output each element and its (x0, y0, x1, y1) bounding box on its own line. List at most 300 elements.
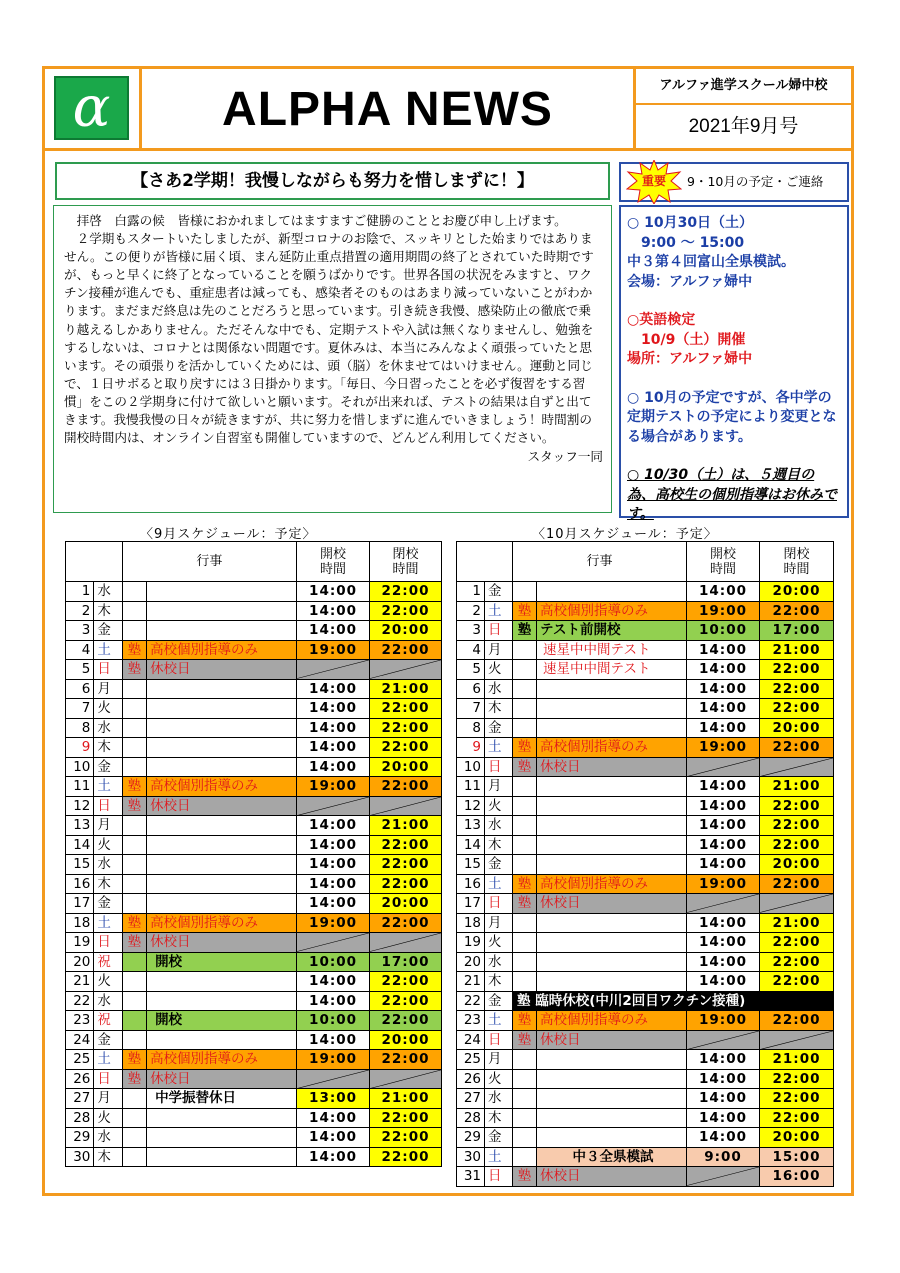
cell-juku-mark: 塾 (513, 757, 537, 777)
table-row (66, 1089, 442, 1109)
table-row (66, 952, 442, 972)
cell-open-time: 19:00 (297, 777, 370, 797)
cell-event (537, 933, 687, 953)
cell-weekday: 日 (485, 621, 513, 641)
cell-date: 13 (457, 816, 485, 836)
cell-close-time: 21:00 (760, 1050, 834, 1070)
table-row (66, 1050, 442, 1070)
cell-open-time: 19:00 (687, 601, 760, 621)
cell-weekday: 月 (485, 1050, 513, 1070)
table-row (457, 679, 834, 699)
cell-date: 1 (457, 582, 485, 602)
cell-open-time: 14:00 (297, 1128, 370, 1148)
cell-event (537, 913, 687, 933)
cell-date: 17 (66, 894, 94, 914)
cell-juku-mark (122, 874, 146, 894)
cell-weekday: 日 (485, 1030, 513, 1050)
oct-schedule-table (456, 541, 834, 1187)
cell-close-time: 22:00 (370, 582, 442, 602)
cell-close-time: 22:00 (760, 796, 834, 816)
cell-open-time: 14:00 (687, 660, 760, 680)
cell-close-time (370, 1069, 442, 1089)
cell-close-time (760, 1030, 834, 1050)
cell-date: 14 (66, 835, 94, 855)
cell-juku-mark (122, 621, 146, 641)
cell-juku-mark (513, 816, 537, 836)
cell-juku-mark: 塾 (513, 738, 537, 758)
cell-event (147, 679, 297, 699)
cell-close-time: 22:00 (370, 874, 442, 894)
cell-date: 18 (457, 913, 485, 933)
cell-weekday: 金 (94, 1030, 122, 1050)
cell-close-time: 22:00 (760, 835, 834, 855)
table-row (457, 796, 834, 816)
cell-open-time: 14:00 (297, 757, 370, 777)
cell-juku-mark (513, 660, 537, 680)
cell-open-time: 10:00 (297, 1011, 370, 1031)
cell-date: 8 (66, 718, 94, 738)
col-event: 行事 (513, 542, 687, 582)
table-row (457, 1147, 834, 1167)
cell-event (537, 1069, 687, 1089)
cell-weekday: 月 (94, 816, 122, 836)
cell-close-time: 22:00 (370, 1050, 442, 1070)
cell-open-time (687, 757, 760, 777)
cell-date: 31 (457, 1167, 485, 1187)
cell-event (537, 796, 687, 816)
cell-weekday: 金 (94, 757, 122, 777)
cell-weekday: 金 (94, 894, 122, 914)
cell-weekday: 木 (485, 972, 513, 992)
cell-open-time (297, 796, 370, 816)
cell-date: 19 (457, 933, 485, 953)
table-row (66, 1011, 442, 1031)
cell-close-time: 22:00 (760, 972, 834, 992)
cell-juku-mark: 塾 (513, 1030, 537, 1050)
cell-juku-mark (513, 855, 537, 875)
cell-date: 18 (66, 913, 94, 933)
notice-header (619, 162, 849, 202)
cell-weekday: 水 (94, 855, 122, 875)
cell-date: 22 (457, 991, 485, 1011)
cell-event (537, 1108, 687, 1128)
oct-caption: 〈10月スケジュール：予定〉 (532, 527, 718, 542)
table-row (66, 816, 442, 836)
cell-date: 15 (457, 855, 485, 875)
cell-juku-mark (513, 1128, 537, 1148)
cell-weekday: 日 (94, 933, 122, 953)
cell-close-time (760, 894, 834, 914)
cell-juku-mark: 塾 (513, 1167, 537, 1187)
table-row (457, 640, 834, 660)
cell-weekday: 土 (485, 874, 513, 894)
cell-date: 25 (457, 1050, 485, 1070)
cell-date: 27 (66, 1089, 94, 1109)
cell-event: 休校日 (537, 1030, 687, 1050)
cell-close-time: 20:00 (760, 718, 834, 738)
cell-event (147, 1147, 297, 1167)
cell-date: 7 (66, 699, 94, 719)
cell-open-time: 14:00 (687, 913, 760, 933)
cell-date: 14 (457, 835, 485, 855)
cell-date: 28 (457, 1108, 485, 1128)
cell-close-time: 20:00 (370, 621, 442, 641)
cell-close-time: 17:00 (370, 952, 442, 972)
cell-date: 3 (66, 621, 94, 641)
cell-event-closed: 塾 臨時休校(中川2回目ワクチン接種) (513, 991, 834, 1011)
cell-event: 高校個別指導のみ (537, 874, 687, 894)
cell-weekday: 土 (94, 777, 122, 797)
cell-weekday: 土 (485, 1011, 513, 1031)
cell-close-time: 22:00 (760, 1089, 834, 1109)
cell-juku-mark (513, 1108, 537, 1128)
cell-close-time: 22:00 (370, 1108, 442, 1128)
cell-event (147, 718, 297, 738)
cell-date: 7 (457, 699, 485, 719)
table-row (66, 874, 442, 894)
cell-juku-mark (513, 796, 537, 816)
cell-weekday: 土 (485, 601, 513, 621)
cell-open-time: 19:00 (297, 913, 370, 933)
cell-open-time: 14:00 (297, 582, 370, 602)
cell-open-time: 14:00 (297, 1147, 370, 1167)
cell-weekday: 日 (94, 660, 122, 680)
cell-juku-mark (122, 738, 146, 758)
notice-exam-name: 中３第４回富山全県模試。 (627, 254, 795, 270)
cell-close-time: 22:00 (760, 874, 834, 894)
cell-date: 30 (457, 1147, 485, 1167)
letter-paragraph-1: 拝啓 白露の候 皆様におかれましてはますますご健勝のこととお慶び申し上げます。 (76, 213, 567, 228)
cell-date: 26 (66, 1069, 94, 1089)
cell-open-time: 14:00 (687, 699, 760, 719)
notice-october-change: ○ 10月の予定ですが、各中学の定期テストの予定により変更となる場合があります。 (627, 389, 837, 445)
col-day (457, 542, 513, 582)
cell-juku-mark: 塾 (122, 933, 146, 953)
cell-date: 24 (66, 1030, 94, 1050)
col-event: 行事 (122, 542, 296, 582)
cell-weekday: 火 (94, 972, 122, 992)
cell-juku-mark: 塾 (122, 777, 146, 797)
cell-date: 2 (457, 601, 485, 621)
cell-event: 高校個別指導のみ (147, 777, 297, 797)
cell-event: 休校日 (147, 1069, 297, 1089)
cell-close-time: 17:00 (760, 621, 834, 641)
cell-event (147, 738, 297, 758)
cell-weekday: 土 (94, 1050, 122, 1070)
cell-close-time: 22:00 (370, 640, 442, 660)
important-badge: 重要 (641, 174, 666, 188)
cell-weekday: 火 (94, 1108, 122, 1128)
table-row (457, 933, 834, 953)
cell-event (147, 621, 297, 641)
cell-weekday: 日 (485, 894, 513, 914)
cell-close-time: 21:00 (760, 913, 834, 933)
cell-close-time: 22:00 (370, 601, 442, 621)
cell-open-time: 14:00 (687, 952, 760, 972)
cell-close-time (760, 757, 834, 777)
cell-weekday: 水 (485, 816, 513, 836)
table-row (66, 1147, 442, 1167)
cell-close-time: 22:00 (760, 1069, 834, 1089)
cell-date: 16 (66, 874, 94, 894)
headline: 【さあ2学期！我慢しながらも努力を惜しまずに！】 (55, 162, 610, 200)
cell-date: 12 (457, 796, 485, 816)
cell-close-time: 22:00 (370, 1011, 442, 1031)
cell-date: 23 (457, 1011, 485, 1031)
cell-date: 16 (457, 874, 485, 894)
cell-juku-mark (122, 972, 146, 992)
table-row (457, 1167, 834, 1187)
cell-date: 21 (457, 972, 485, 992)
cell-weekday: 水 (94, 991, 122, 1011)
cell-date: 4 (457, 640, 485, 660)
logo-cell (45, 69, 142, 151)
cell-juku-mark (513, 679, 537, 699)
cell-close-time: 22:00 (370, 777, 442, 797)
cell-close-time: 22:00 (760, 699, 834, 719)
cell-date: 23 (66, 1011, 94, 1031)
cell-close-time: 22:00 (760, 679, 834, 699)
table-row (66, 855, 442, 875)
cell-date: 2 (66, 601, 94, 621)
notice-oct30-off: ○ 10/30（土）は、５週目の為、高校生の個別指導はお休みです。 (627, 467, 837, 522)
cell-close-time: 21:00 (370, 679, 442, 699)
notice-eiken-title: ○英語検定 (627, 312, 696, 328)
cell-date: 22 (66, 991, 94, 1011)
table-row (457, 991, 834, 1011)
notice-exam-date: ○ 10月30日（土） (627, 215, 754, 231)
cell-close-time (370, 796, 442, 816)
table-row (457, 1089, 834, 1109)
cell-weekday: 金 (485, 855, 513, 875)
table-row (66, 582, 442, 602)
cell-weekday: 木 (485, 699, 513, 719)
newsletter-title: ALPHA NEWS (142, 69, 633, 151)
cell-weekday: 日 (485, 1167, 513, 1187)
cell-close-time: 21:00 (760, 777, 834, 797)
cell-weekday: 金 (485, 1128, 513, 1148)
issue-date: 2021年9月号 (633, 105, 851, 151)
cell-juku-mark (122, 816, 146, 836)
cell-open-time: 14:00 (297, 621, 370, 641)
cell-date: 26 (457, 1069, 485, 1089)
cell-weekday: 日 (485, 757, 513, 777)
table-row (66, 894, 442, 914)
cell-open-time: 13:00 (297, 1089, 370, 1109)
cell-close-time: 22:00 (370, 738, 442, 758)
notice-eiken-date: 10/9（土）開催 (627, 331, 746, 348)
cell-event (537, 679, 687, 699)
cell-close-time: 16:00 (760, 1167, 834, 1187)
cell-weekday: 月 (485, 640, 513, 660)
cell-close-time: 22:00 (760, 738, 834, 758)
cell-event: 休校日 (147, 933, 297, 953)
cell-event: 高校個別指導のみ (147, 913, 297, 933)
cell-event (147, 874, 297, 894)
cell-open-time: 14:00 (297, 1108, 370, 1128)
table-row (66, 601, 442, 621)
cell-open-time: 14:00 (297, 718, 370, 738)
table-row (457, 718, 834, 738)
cell-event: 速星中中間テスト (537, 640, 687, 660)
cell-weekday: 水 (485, 952, 513, 972)
table-row (457, 913, 834, 933)
cell-event (147, 1128, 297, 1148)
cell-open-time: 19:00 (297, 1050, 370, 1070)
cell-open-time: 14:00 (687, 777, 760, 797)
cell-juku-mark (513, 952, 537, 972)
table-row (66, 777, 442, 797)
cell-date: 30 (66, 1147, 94, 1167)
cell-juku-mark (122, 1011, 146, 1031)
cell-juku-mark (122, 718, 146, 738)
cell-weekday: 金 (94, 621, 122, 641)
cell-open-time: 9:00 (687, 1147, 760, 1167)
cell-date: 29 (66, 1128, 94, 1148)
cell-close-time: 15:00 (760, 1147, 834, 1167)
cell-event (537, 1050, 687, 1070)
cell-weekday: 火 (485, 796, 513, 816)
cell-juku-mark (513, 699, 537, 719)
table-row (457, 1108, 834, 1128)
cell-event (147, 991, 297, 1011)
cell-juku-mark (513, 1089, 537, 1109)
col-close: 閉校 時間 (370, 542, 442, 582)
table-row (457, 699, 834, 719)
cell-close-time: 20:00 (370, 894, 442, 914)
cell-event (147, 757, 297, 777)
cell-event (537, 582, 687, 602)
table-header (66, 542, 442, 582)
cell-close-time: 21:00 (370, 1089, 442, 1109)
cell-event: 休校日 (537, 894, 687, 914)
cell-weekday: 木 (94, 601, 122, 621)
cell-close-time (370, 660, 442, 680)
cell-juku-mark (513, 933, 537, 953)
cell-open-time: 14:00 (297, 679, 370, 699)
cell-weekday: 火 (485, 660, 513, 680)
cell-date: 10 (457, 757, 485, 777)
cell-open-time: 14:00 (687, 972, 760, 992)
table-row (457, 1011, 834, 1031)
cell-weekday: 月 (94, 679, 122, 699)
cell-juku-mark (122, 757, 146, 777)
cell-event (537, 835, 687, 855)
table-row (457, 835, 834, 855)
cell-weekday: 火 (485, 1069, 513, 1089)
cell-event (537, 699, 687, 719)
table-row (66, 796, 442, 816)
table-row (457, 874, 834, 894)
cell-weekday: 木 (94, 874, 122, 894)
table-row (457, 1069, 834, 1089)
cell-event (147, 1108, 297, 1128)
cell-event (537, 1128, 687, 1148)
table-row (457, 855, 834, 875)
cell-close-time: 22:00 (760, 1108, 834, 1128)
cell-open-time: 10:00 (687, 621, 760, 641)
cell-date: 5 (457, 660, 485, 680)
cell-open-time (297, 1069, 370, 1089)
cell-date: 9 (66, 738, 94, 758)
cell-open-time: 14:00 (687, 1108, 760, 1128)
cell-juku-mark (122, 952, 146, 972)
cell-close-time: 22:00 (760, 601, 834, 621)
cell-date: 6 (66, 679, 94, 699)
cell-event: 高校個別指導のみ (147, 1050, 297, 1070)
table-row (66, 913, 442, 933)
cell-open-time: 14:00 (687, 816, 760, 836)
cell-event: 中３全県模試 (537, 1147, 687, 1167)
cell-close-time: 22:00 (370, 991, 442, 1011)
cell-event (537, 718, 687, 738)
cell-open-time: 10:00 (297, 952, 370, 972)
cell-open-time (687, 1167, 760, 1187)
table-row (66, 718, 442, 738)
cell-date: 1 (66, 582, 94, 602)
table-row (66, 738, 442, 758)
cell-juku-mark (122, 1128, 146, 1148)
cell-weekday: 金 (485, 718, 513, 738)
cell-juku-mark: 塾 (122, 660, 146, 680)
cell-event (537, 952, 687, 972)
cell-date: 3 (457, 621, 485, 641)
cell-open-time: 14:00 (297, 991, 370, 1011)
cell-date: 20 (457, 952, 485, 972)
col-open: 開校 時間 (687, 542, 760, 582)
col-day (66, 542, 123, 582)
cell-open-time: 14:00 (687, 1069, 760, 1089)
cell-open-time: 19:00 (297, 640, 370, 660)
cell-juku-mark: 塾 (122, 913, 146, 933)
cell-weekday: 祝 (94, 952, 122, 972)
cell-juku-mark (513, 582, 537, 602)
cell-open-time: 14:00 (687, 1050, 760, 1070)
cell-date: 13 (66, 816, 94, 836)
table-row (457, 1128, 834, 1148)
cell-close-time: 22:00 (760, 660, 834, 680)
cell-event (147, 582, 297, 602)
cell-close-time: 20:00 (370, 1030, 442, 1050)
cell-open-time: 14:00 (687, 1128, 760, 1148)
cell-close-time: 21:00 (370, 816, 442, 836)
cell-event: 高校個別指導のみ (537, 1011, 687, 1031)
cell-juku-mark (513, 972, 537, 992)
notice-title: 9・10月の予定・ご連絡 (687, 174, 824, 189)
cell-weekday: 木 (485, 835, 513, 855)
cell-event (147, 601, 297, 621)
cell-juku-mark: 塾 (513, 874, 537, 894)
cell-date: 19 (66, 933, 94, 953)
cell-weekday: 金 (485, 582, 513, 602)
letter-paragraph-2: ２学期もスタートいたしましたが、新型コロナのお陰で、スッキリとした始まりではありません。この便りが皆様に届く頃、まん延防止重点措置の適用期間の終了とされていた時期ですが、もっと早くに終了となっていることを願うばかりです。世界各国の状況をみますと、ワクチン接種が進んでも、重症患者は減っても、感染者そのものはあまり減っていないことがわかります。まだまだ終息は先のことだろうと思っています。引き続き我慢、感染防止の徹底で乗り越えるしかありません。ただそんな中でも、定期テストや入試は無くなりませんし、勉強をするしないは、コロナとは関係ない問題です。夏休みは、本当にみんなよく頑張っていたと思います。その頑張りを活かしていくためには、頭（脳）を休ませてはいけません。運動と同じで、１日サボると取り戻すには３日掛かります。「毎日、今日習ったことを必ず復習をする習慣」をこの２学期身に付けて欲しいと願います。それが出来れば、テストの結果は自ずと出てきます。我慢我慢の日々が続きますが、共に努力を惜しまずに進んでいきましょう！時間割の開校時間内は、オンライン自習室も開催していますので、どんどん利用してください。 (64, 231, 594, 446)
cell-juku-mark (122, 835, 146, 855)
table-row (66, 660, 442, 680)
cell-date: 11 (457, 777, 485, 797)
cell-event: 開校 (147, 952, 297, 972)
cell-event: 開校 (147, 1011, 297, 1031)
cell-date: 6 (457, 679, 485, 699)
cell-weekday: 土 (485, 1147, 513, 1167)
cell-open-time: 14:00 (297, 874, 370, 894)
cell-weekday: 木 (485, 1108, 513, 1128)
cell-weekday: 火 (94, 835, 122, 855)
cell-weekday: 月 (94, 1089, 122, 1109)
table-row (66, 621, 442, 641)
cell-juku-mark (513, 1050, 537, 1070)
table-row (66, 933, 442, 953)
table-row (457, 601, 834, 621)
